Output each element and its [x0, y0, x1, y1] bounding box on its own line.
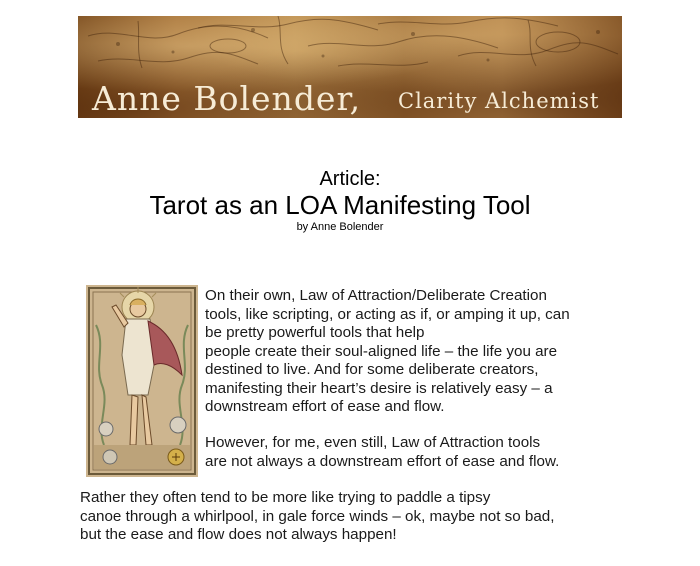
paragraph-line: downstream effort of ease and flow. — [205, 398, 445, 415]
paragraph-line: canoe through a whirlpool, in gale force winds – ok, maybe not so bad, — [80, 507, 555, 525]
paragraph-intro — [205, 287, 570, 417]
banner-name: Anne Bolender, — [92, 79, 362, 118]
article-label: Article: — [319, 168, 381, 190]
paragraph-line: tools, like scripting, or acting as if, or amping it up, can — [205, 305, 570, 323]
banner-tagline: Clarity Alchemist — [398, 89, 600, 113]
paragraph-line: people create their soul-aligned life – the life you are — [205, 342, 558, 360]
article-byline: by Anne Bolender — [296, 221, 384, 233]
tarot-card-icon — [86, 285, 198, 477]
paragraph-line: but the ease and flow does not always happen! — [80, 526, 397, 543]
paragraph-line: be pretty powerful tools that help — [205, 324, 425, 341]
header-banner — [78, 16, 622, 118]
paragraph-line: are not always a downstream effort of ease and flow. — [205, 452, 560, 470]
article-title: Tarot as an LOA Manifesting Tool — [149, 190, 531, 220]
paragraph-line: On their own, Law of Attraction/Deliberate Creation — [205, 287, 547, 304]
paragraph-however — [205, 434, 559, 471]
paragraph-rather — [80, 489, 554, 545]
paragraph-line: Rather they often tend to be more like trying to paddle a tipsy — [80, 489, 491, 506]
paragraph-line: destined to live. And for some deliberate creators, — [205, 361, 539, 378]
paragraph-line: However, for me, even still, Law of Attraction tools — [205, 434, 541, 451]
paragraph-line: manifesting their heart’s desire is relatively easy – a — [205, 379, 553, 397]
